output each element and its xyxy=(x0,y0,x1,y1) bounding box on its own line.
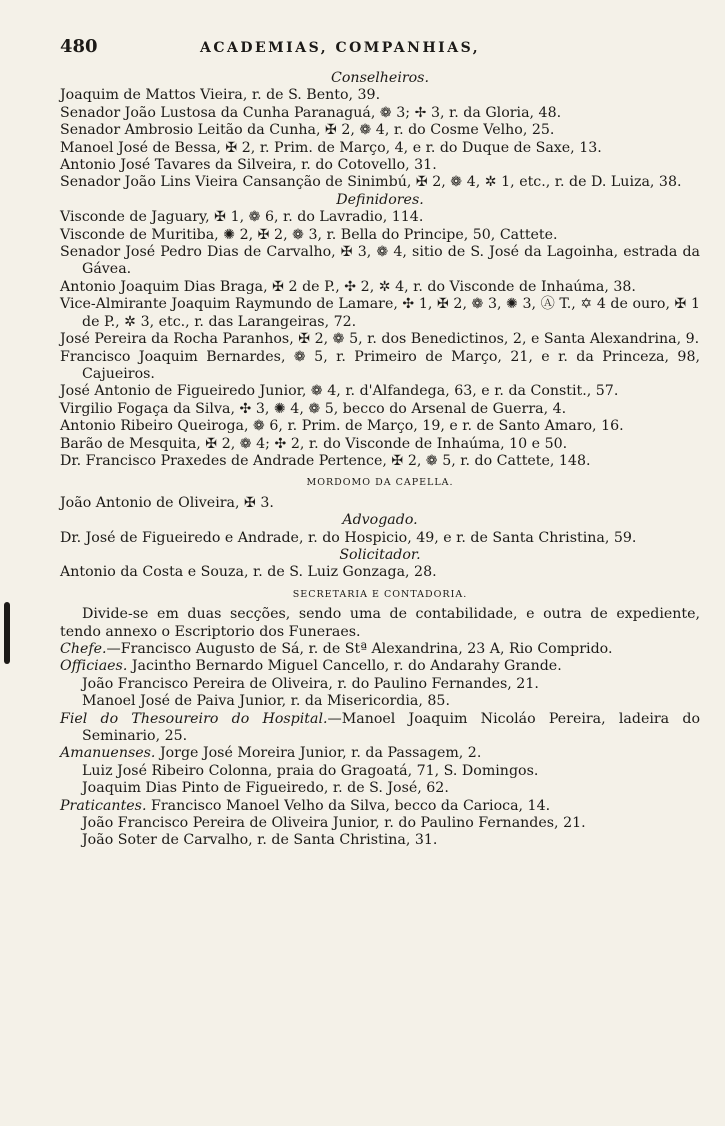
list-item: Virgilio Fogaça da Silva, ✣ 3, ✺ 4, ❁ 5, becco do Arsenal de Guerra, 4. xyxy=(60,400,567,417)
section-title-advogado: Advogado. xyxy=(342,512,418,529)
amanuenses-entry xyxy=(60,745,700,762)
list-item: João Soter de Carvalho, r. de Santa Christina, 31. xyxy=(82,832,438,849)
secretaria-intro: Divide-se em duas secções, sendo uma de contabilidade, e outra de expediente, tendo annexo o Escriptorio dos Funeraes. xyxy=(60,606,700,640)
officiaes-entry xyxy=(60,658,700,675)
fiel-text: —Manoel Joaquim Nicoláo Pereira, ladeira do Seminario, 25. xyxy=(82,710,700,745)
list-item: Luiz José Ribeiro Colonna, praia do Gragoatá, 71, S. Domingos. xyxy=(82,762,539,779)
list-item: Dr. José de Figueiredo e Andrade, r. do Hospicio, 49, e r. de Santa Christina, 59. xyxy=(60,529,637,546)
list-item: João Francisco Pereira de Oliveira Junior, r. do Paulino Fernandes, 21. xyxy=(82,815,586,832)
list-item: Visconde de Muritiba, ✺ 2, ✠ 2, ❁ 3, r. Bella do Principe, 50, Cattete. xyxy=(60,226,558,243)
list-item: Antonio da Costa e Souza, r. de S. Luiz Gonzaga, 28. xyxy=(60,564,437,581)
list-item: Joaquim de Mattos Vieira, r. de S. Bento, 39. xyxy=(60,87,381,104)
list-item: José Pereira da Rocha Paranhos, ✠ 2, ❁ 5, r. dos Benedictinos, 2, e Santa Alexandrina, 9. xyxy=(60,331,700,348)
chefe-text: —Francisco Augusto de Sá, r. de Stª Alexandrina, 23 A, Rio Comprido. xyxy=(106,641,613,657)
document-page xyxy=(60,38,700,850)
section-title-solicitador: Solicitador. xyxy=(339,546,421,563)
section-title-mordomo: MORDOMO DA CAPELLA. xyxy=(306,477,454,489)
list-item: João Francisco Pereira de Oliveira, r. do Paulino Fernandes, 21. xyxy=(82,675,539,692)
list-item: Visconde de Jaguary, ✠ 1, ❁ 6, r. do Lavradio, 114. xyxy=(60,209,424,226)
page-header xyxy=(60,38,700,70)
list-item: Antonio José Tavares da Silveira, r. do Cotovello, 31. xyxy=(60,157,437,174)
list-item: Antonio Ribeiro Queiroga, ❁ 6, r. Prim. de Março, 19, e r. de Santo Amaro, 16. xyxy=(60,418,624,435)
list-item: Vice-Almirante Joaquim Raymundo de Lamare, ✣ 1, ✠ 2, ❁ 3, ✺ 3, Ⓐ T., ✡ 4 de ouro, ✠ 1 de P., ✲ 3, etc., r. das Larangeiras, 72. xyxy=(60,296,700,330)
list-item: Senador Ambrosio Leitão da Cunha, ✠ 2, ❁ 4, r. do Cosme Velho, 25. xyxy=(60,122,555,139)
fiel-entry xyxy=(60,711,700,746)
section-title-conselheiros: Conselheiros. xyxy=(331,70,429,86)
section-title-secretaria: SECRETARIA E CONTADORIA. xyxy=(292,588,468,600)
list-item: Antonio Joaquim Dias Braga, ✠ 2 de P., ✣ 2, ✲ 4, r. do Visconde de Inhaúma, 38. xyxy=(60,278,636,295)
page-number: 480 xyxy=(60,36,98,57)
list-item: Joaquim Dias Pinto de Figueiredo, r. de S. José, 62. xyxy=(82,780,449,797)
list-item: Manoel José de Paiva Junior, r. da Misericordia, 85. xyxy=(82,693,450,710)
running-title: ACADEMIAS, COMPANHIAS, xyxy=(200,40,481,56)
fiel-label: Fiel do Thesoureiro do Hospital. xyxy=(60,710,328,727)
praticantes-text: Francisco Manoel Velho da Silva, becco da Carioca, 14. xyxy=(146,797,551,814)
praticantes-entry xyxy=(60,798,700,815)
list-item: José Antonio de Figueiredo Junior, ❁ 4, r. d'Alfandega, 63, e r. da Constit., 57. xyxy=(60,383,619,400)
praticantes-label: Praticantes. xyxy=(60,797,147,814)
amanuenses-text: Jorge José Moreira Junior, r. da Passagem, 2. xyxy=(155,745,482,762)
list-item: Barão de Mesquita, ✠ 2, ❁ 4; ✣ 2, r. do Visconde de Inhaúma, 10 e 50. xyxy=(60,435,568,452)
list-item: Senador João Lins Vieira Cansanção de Sinimbú, ✠ 2, ❁ 4, ✲ 1, etc., r. de D. Luiza, 38. xyxy=(60,174,682,191)
margin-mark xyxy=(4,602,10,664)
chefe-label: Chefe. xyxy=(60,641,107,657)
list-item: Senador João Lustosa da Cunha Paranaguá, ❁ 3; ✢ 3, r. da Gloria, 48. xyxy=(60,104,562,121)
list-item: Manoel José de Bessa, ✠ 2, r. Prim. de Março, 4, e r. do Duque de Saxe, 13. xyxy=(60,139,602,156)
list-item: Dr. Francisco Praxedes de Andrade Pertence, ✠ 2, ❁ 5, r. do Cattete, 148. xyxy=(60,452,591,469)
officiaes-label: Officiaes. xyxy=(60,658,128,675)
amanuenses-label: Amanuenses. xyxy=(60,745,156,762)
chefe-entry xyxy=(60,641,700,658)
list-item: Francisco Joaquim Bernardes, ❁ 5, r. Primeiro de Março, 21, e r. da Princeza, 98, Cajueiros. xyxy=(60,348,700,382)
officiaes-text: Jacintho Bernardo Miguel Cancello, r. do Andarahy Grande. xyxy=(127,658,562,675)
section-title-definidores: Definidores. xyxy=(336,191,424,208)
list-item: Senador José Pedro Dias de Carvalho, ✠ 3, ❁ 4, sitio de S. José da Lagoinha, estrada da Gávea. xyxy=(60,244,700,278)
list-item: João Antonio de Oliveira, ✠ 3. xyxy=(60,494,274,511)
